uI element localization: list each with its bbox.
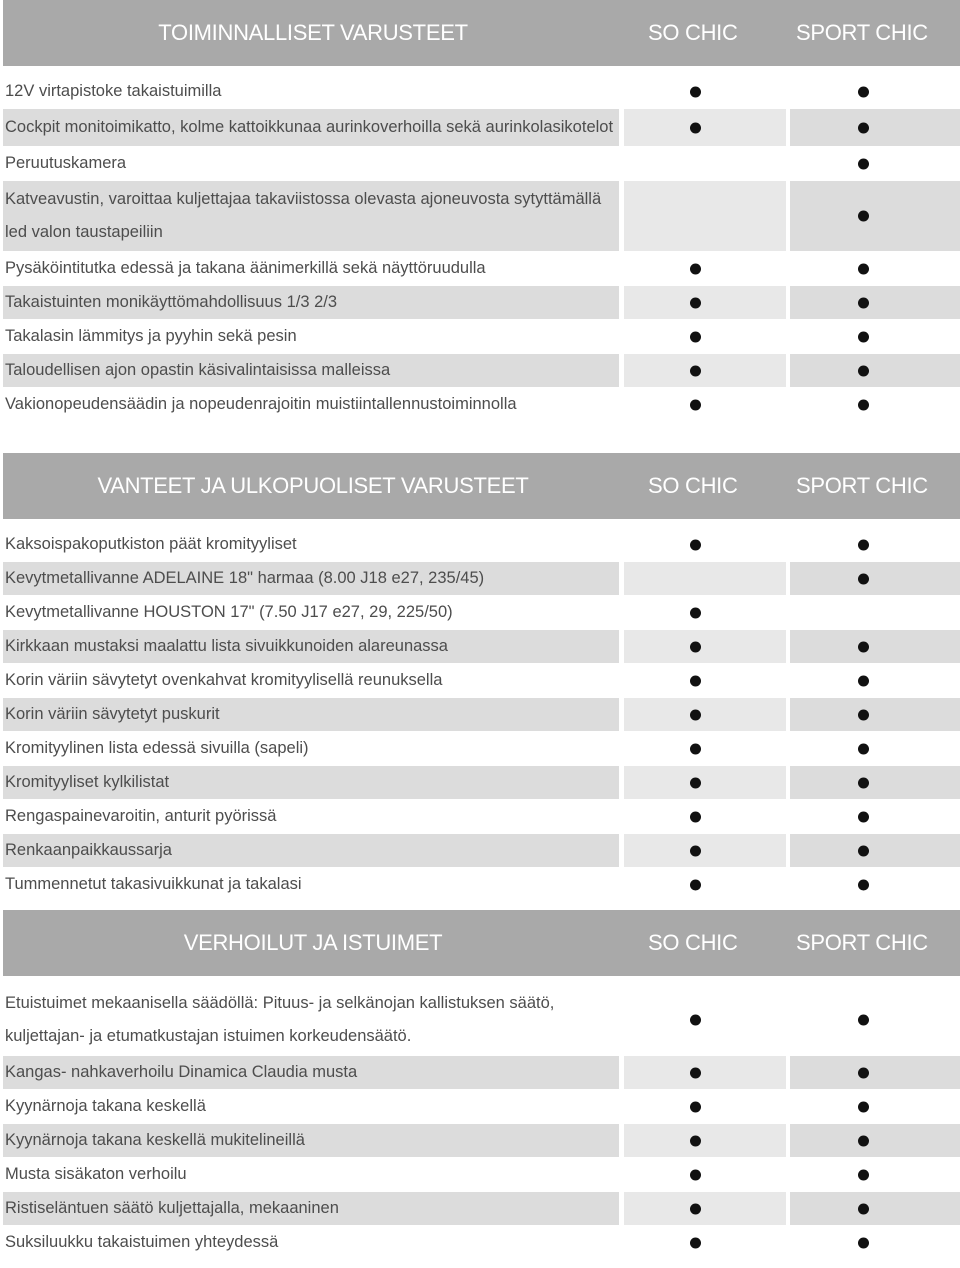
included-dot-icon [690, 709, 701, 720]
sport-chic-cell [790, 800, 960, 833]
column-header-sport-chic: SPORT CHIC [796, 20, 928, 45]
table-row [3, 146, 960, 180]
table-row [3, 251, 960, 285]
feature-label: Takaistuinten monikäyttömahdollisuus 1/3 2/3 [3, 286, 619, 319]
included-dot-icon [690, 1135, 701, 1146]
included-dot-icon [858, 211, 869, 222]
included-dot-icon [858, 641, 869, 652]
feature-label: Kangas- nahkaverhoilu Dinamica Claudia musta [3, 1056, 619, 1089]
included-dot-icon [690, 845, 701, 856]
column-header-sport-chic: SPORT CHIC [796, 473, 928, 498]
included-dot-icon [858, 1067, 869, 1078]
included-dot-icon [858, 573, 869, 584]
included-dot-icon [690, 297, 701, 308]
so-chic-cell [624, 320, 786, 353]
so-chic-cell [624, 109, 786, 146]
table-row [3, 697, 960, 731]
table-row [3, 595, 960, 629]
so-chic-cell [624, 528, 786, 561]
sport-chic-cell [790, 528, 960, 561]
sport-chic-cell [790, 1226, 960, 1259]
sport-chic-cell [790, 286, 960, 319]
sport-chic-cell [790, 320, 960, 353]
included-dot-icon [858, 365, 869, 376]
sport-chic-cell [790, 596, 960, 629]
table-row [3, 108, 960, 146]
table-row [3, 527, 960, 561]
sport-chic-cell [790, 766, 960, 799]
section-header [3, 910, 960, 976]
feature-label: Kirkkaan mustaksi maalattu lista sivuikkunoiden alareunassa [3, 630, 619, 663]
column-header-so-chic: SO CHIC [648, 473, 738, 498]
table-row [3, 319, 960, 353]
so-chic-cell [624, 1090, 786, 1123]
included-dot-icon [858, 331, 869, 342]
so-chic-cell [624, 664, 786, 697]
sport-chic-cell [790, 985, 960, 1055]
section-title: TOIMINNALLISET VARUSTEET [158, 20, 468, 45]
feature-label: 12V virtapistoke takaistuimilla [5, 82, 222, 100]
so-chic-cell [624, 1158, 786, 1191]
sport-chic-cell [790, 1090, 960, 1123]
table-row [3, 663, 960, 697]
so-chic-cell [624, 1192, 786, 1225]
section-header [3, 0, 960, 66]
so-chic-cell [624, 388, 786, 421]
included-dot-icon [690, 641, 701, 652]
sport-chic-cell [790, 868, 960, 901]
feature-label: Kyynärnoja takana keskellä mukitelineillä [3, 1124, 619, 1157]
so-chic-cell [624, 868, 786, 901]
sport-chic-cell [790, 252, 960, 285]
included-dot-icon [690, 879, 701, 890]
feature-label: Cockpit monitoimikatto, kolme kattoikkunaa aurinkoverhoilla sekä aurinkolasikotelot [3, 109, 619, 146]
feature-label: Ristiseläntuen säätö kuljettajalla, mekaaninen [3, 1192, 619, 1225]
included-dot-icon [690, 1203, 701, 1214]
feature-label: Korin väriin sävytetyt ovenkahvat kromityylisellä reunuksella [5, 671, 443, 689]
table-row [3, 561, 960, 595]
included-dot-icon [690, 1237, 701, 1248]
included-dot-icon [690, 365, 701, 376]
section-title: VERHOILUT JA ISTUIMET [183, 930, 443, 955]
feature-label: Korin väriin sävytetyt puskurit [3, 698, 619, 731]
included-dot-icon [690, 1169, 701, 1180]
feature-label: Musta sisäkaton verhoilu [5, 1165, 187, 1183]
included-dot-icon [690, 263, 701, 274]
table-row [3, 285, 960, 319]
included-dot-icon [690, 86, 701, 97]
so-chic-cell [624, 1226, 786, 1259]
feature-label: Tummennetut takasivuikkunat ja takalasi [5, 875, 302, 893]
so-chic-cell [624, 732, 786, 765]
sport-chic-cell [790, 698, 960, 731]
sport-chic-cell [790, 834, 960, 867]
so-chic-cell [624, 147, 786, 180]
table-row [3, 180, 960, 251]
feature-label: Kromityyliset kylkilistat [3, 766, 619, 799]
included-dot-icon [858, 1169, 869, 1180]
table-row [3, 387, 960, 421]
included-dot-icon [690, 399, 701, 410]
included-dot-icon [690, 331, 701, 342]
table-row [3, 799, 960, 833]
table-row [3, 1123, 960, 1157]
feature-label: Taloudellisen ajon opastin käsivalintaisissa malleissa [3, 354, 619, 387]
included-dot-icon [690, 675, 701, 686]
so-chic-cell [624, 596, 786, 629]
included-dot-icon [858, 263, 869, 274]
table-row [3, 984, 960, 1055]
so-chic-cell [624, 181, 786, 251]
so-chic-cell [624, 354, 786, 387]
sport-chic-cell [790, 630, 960, 663]
included-dot-icon [858, 1203, 869, 1214]
included-dot-icon [690, 1067, 701, 1078]
table-row [3, 1225, 960, 1259]
feature-label: Suksiluukku takaistuimen yhteydessä [5, 1233, 279, 1251]
included-dot-icon [858, 675, 869, 686]
section [3, 910, 960, 1259]
table-row [3, 867, 960, 901]
sport-chic-cell [790, 1158, 960, 1191]
included-dot-icon [858, 1135, 869, 1146]
feature-label: Kevytmetallivanne HOUSTON 17" (7.50 J17 e27, 29, 225/50) [5, 603, 453, 621]
included-dot-icon [858, 297, 869, 308]
included-dot-icon [858, 1237, 869, 1248]
included-dot-icon [858, 743, 869, 754]
sport-chic-cell [790, 75, 960, 108]
sport-chic-cell [790, 1192, 960, 1225]
sport-chic-cell [790, 732, 960, 765]
feature-label: Etuistuimet mekaanisella säädöllä: Pituus- ja selkänojan kallistuksen säätö, kuljettajan- ja etumatkustajan istuimen korkeudensäätö. [5, 994, 555, 1045]
included-dot-icon [858, 845, 869, 856]
included-dot-icon [858, 709, 869, 720]
sport-chic-cell [790, 562, 960, 595]
so-chic-cell [624, 286, 786, 319]
sport-chic-cell [790, 181, 960, 251]
so-chic-cell [624, 698, 786, 731]
so-chic-cell [624, 252, 786, 285]
sport-chic-cell [790, 109, 960, 146]
table-row [3, 1055, 960, 1089]
feature-label: Katveavustin, varoittaa kuljettajaa takaviistossa olevasta ajoneuvosta sytyttämällä led valon taustapeiliin [3, 181, 619, 251]
included-dot-icon [690, 122, 701, 133]
included-dot-icon [858, 158, 869, 169]
feature-label: Kromityylinen lista edessä sivuilla (sapeli) [5, 739, 309, 757]
feature-label: Takalasin lämmitys ja pyyhin sekä pesin [5, 327, 297, 345]
section [3, 453, 960, 901]
table-row [3, 353, 960, 387]
feature-label: Pysäköintitutka edessä ja takana äänimerkillä sekä näyttöruudulla [5, 259, 486, 277]
included-dot-icon [690, 607, 701, 618]
included-dot-icon [858, 879, 869, 890]
section-header [3, 453, 960, 519]
included-dot-icon [690, 1015, 701, 1026]
so-chic-cell [624, 766, 786, 799]
included-dot-icon [858, 1101, 869, 1112]
included-dot-icon [690, 811, 701, 822]
table-row [3, 765, 960, 799]
sport-chic-cell [790, 664, 960, 697]
included-dot-icon [858, 811, 869, 822]
included-dot-icon [858, 777, 869, 788]
table-row [3, 833, 960, 867]
table-row [3, 74, 960, 108]
included-dot-icon [690, 1101, 701, 1112]
sport-chic-cell [790, 147, 960, 180]
table-row [3, 1191, 960, 1225]
feature-label: Kaksoispakoputkiston päät kromityyliset [5, 535, 297, 553]
so-chic-cell [624, 1124, 786, 1157]
included-dot-icon [858, 86, 869, 97]
section-title: VANTEET JA ULKOPUOLISET VARUSTEET [97, 473, 529, 498]
column-header-so-chic: SO CHIC [648, 20, 738, 45]
so-chic-cell [624, 834, 786, 867]
included-dot-icon [690, 777, 701, 788]
table-row [3, 731, 960, 765]
feature-label: Vakionopeudensäädin ja nopeudenrajoitin muistiintallennustoiminnolla [5, 395, 517, 413]
table-row [3, 1089, 960, 1123]
sport-chic-cell [790, 1056, 960, 1089]
sport-chic-cell [790, 354, 960, 387]
so-chic-cell [624, 1056, 786, 1089]
so-chic-cell [624, 800, 786, 833]
table-row [3, 1157, 960, 1191]
column-header-so-chic: SO CHIC [648, 930, 738, 955]
column-header-sport-chic: SPORT CHIC [796, 930, 928, 955]
so-chic-cell [624, 630, 786, 663]
included-dot-icon [858, 1015, 869, 1026]
feature-label: Kevytmetallivanne ADELAINE 18" harmaa (8.00 J18 e27, 235/45) [3, 562, 619, 595]
so-chic-cell [624, 562, 786, 595]
included-dot-icon [858, 399, 869, 410]
section [3, 0, 960, 421]
table-row [3, 629, 960, 663]
so-chic-cell [624, 985, 786, 1055]
included-dot-icon [690, 539, 701, 550]
feature-label: Rengaspainevaroitin, anturit pyörissä [5, 807, 277, 825]
feature-label: Kyynärnoja takana keskellä [5, 1097, 206, 1115]
feature-label: Renkaanpaikkaussarja [3, 834, 619, 867]
sport-chic-cell [790, 388, 960, 421]
included-dot-icon [858, 539, 869, 550]
included-dot-icon [690, 743, 701, 754]
feature-label: Peruutuskamera [5, 154, 127, 172]
sport-chic-cell [790, 1124, 960, 1157]
so-chic-cell [624, 75, 786, 108]
included-dot-icon [858, 122, 869, 133]
